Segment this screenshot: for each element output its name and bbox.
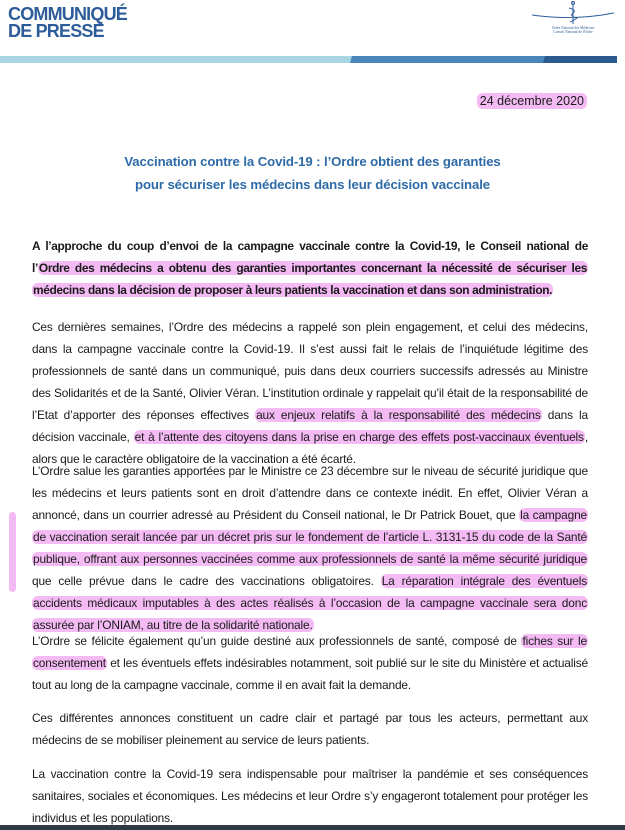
press-release-heading [8,6,127,40]
title-line-2: pour sécuriser les médecins dans leur décision vaccinale [134,177,491,192]
date-text: 24 décembre 2020 [477,93,587,109]
lead-paragraph: A l’approche du coup d’envoi de la campagne vaccinale contre la Covid-19, le Conseil national de l’Ordre des médecins a obtenu des garanties importantes concernant la nécessité de sécuriser les médecins dans la décision de proposer à leurs patients la vaccination et dans son administration. [32,239,588,297]
paragraph-conclusion: La vaccination contre la Covid-19 sera indispensable pour maîtriser la pandémie et ses conséquences sanitaires, sociales et économiques. Les médecins et leur Ordre s’y engageront totalement pour protéger les individus et les populations. [32,767,588,825]
paragraph-guide: L’Ordre se félicite également qu’un guide destiné aux professionnels de santé, composé de fiches sur le consentement et les éventuels effets indésirables notamment, soit publié sur le site du Ministère et actualisé tout au long de la campagne vaccinale, comme il en avait fait la demande. [32,634,588,692]
ordre-logo [528,0,618,42]
header-stripe-light [0,56,352,63]
paragraph-announcements: Ces différentes annonces constituent un cadre clair et partagé par tous les acteurs, permettant aux médecins de se mobiliser pleinement au service de leurs patients. [32,711,588,747]
highlighted-text: aux enjeux relatifs à la responsabilité des médecins [256,408,541,422]
highlighted-text: et à l’attente des citoyens dans la prise en charge des effets post-vaccinaux éventuels [134,430,584,444]
margin-highlight-mark [9,512,16,592]
highlighted-text: fiches sur le consentement [33,634,588,670]
title-line-1: Vaccination contre la Covid-19 : l’Ordre obtient des garanties [124,154,501,169]
header-stripe-mid [350,56,545,63]
document-title [40,150,585,196]
bottom-border [0,825,625,830]
logo-caption: Ordre National des Médecins Conseil National de l'Ordre [551,26,595,34]
header-stripe-dark [543,56,617,63]
heading-line-1: COMMUNIQUÉ [8,4,127,24]
release-date [477,94,587,108]
highlighted-text: La réparation intégrale des éventuels accidents médicaux imputables à des actes réalisés à l’occasion de la campagne vaccinale sera donc assurée par l’ONIAM, au titre de la solidarité nationale. [33,574,587,632]
heading-line-2: DE PRESSE [8,21,104,41]
highlighted-text: Ordre des médecins a obtenu des garanties importantes concernant la nécessité de sécuriser les médecins dans la décision de proposer à leurs patients la vaccination et dans son administration. [33,261,587,297]
caduceus-icon [528,0,618,26]
highlighted-text: la campagne de vaccination serait lancée par un décret pris sur le fondement de l’article L. 3131-15 du code de la Santé publique, offrant aux personnes vaccinées comme aux professionnels de santé la même sécurité juridique [33,508,587,566]
paragraph-engagement: Ces dernières semaines, l’Ordre des médecins a rappelé son plein engagement, et celui des médecins, dans la campagne vaccinale contre la Covid-19. Il s’est aussi fait le relais de l’inquiétude légitime des professionnels de santé dans un communiqué, puis dans deux courriers successifs adressés au Ministre des Solidarités et de la Santé, Olivier Véran. L’institution ordinale y rappelait qu’il était de la responsabilité de l’Etat d’apporter des réponses effectives aux enjeux relatifs à la responsabilité des médecins dans la décision vaccinale, et à l’attente des citoyens dans la prise en charge des effets post-vaccinaux éventuels, alors que le caractère obligatoire de la vaccination a été écarté. [32,320,588,466]
paragraph-guarantees: L’Ordre salue les garanties apportées par le Ministre ce 23 décembre sur le niveau de sécurité juridique que les médecins et leurs patients sont en droit d’attendre dans ce contexte inédit. En effet, Olivier Véran a annoncé, dans un courrier adressé au Président du Conseil national, le Dr Patrick Bouet, que la campagne de vaccination serait lancée par un décret pris sur le fondement de l’article L. 3131-15 du code de la Santé publique, offrant aux personnes vaccinées comme aux professionnels de santé la même sécurité juridique que celle prévue dans le cadre des vaccinations obligatoires. La réparation intégrale des éventuels accidents médicaux imputables à des actes réalisés à l’occasion de la campagne vaccinale sera donc assurée par l’ONIAM, au titre de la solidarité nationale. [32,464,588,632]
